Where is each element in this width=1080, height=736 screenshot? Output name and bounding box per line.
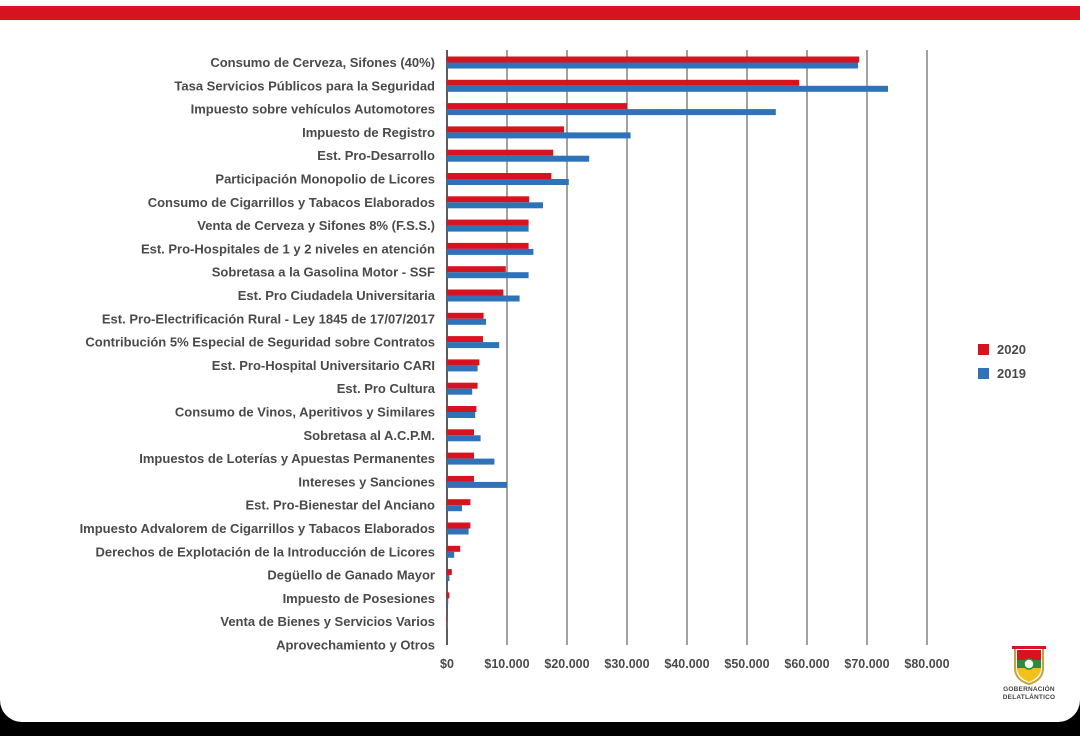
bar-2020 [447, 126, 564, 132]
x-tick-label-7: $70.000 [844, 657, 890, 671]
category-label: Est. Pro-Bienestar del Anciano [245, 497, 435, 513]
category-label: Est. Pro-Hospitales de 1 y 2 niveles en atención [140, 241, 435, 257]
bar-2020 [447, 57, 859, 63]
legend-item-2019 [978, 362, 1026, 384]
bar-2019 [447, 296, 520, 302]
bar-2020 [447, 569, 452, 575]
bar-2019 [447, 389, 472, 395]
gobernacion-logo [996, 644, 1062, 702]
bar-2019 [447, 552, 454, 558]
bar-2020 [447, 546, 460, 552]
category-label: Aprovechamiento y Otros [276, 637, 435, 653]
category-label: Venta de Bienes y Servicios Varios [220, 614, 435, 630]
x-tick-label-0: $0 [440, 657, 454, 671]
bar-2020 [447, 196, 529, 202]
bar-2020 [447, 336, 483, 342]
x-tick-label-5: $50.000 [724, 657, 770, 671]
bar-2019 [447, 342, 499, 348]
bar-2019 [447, 598, 448, 604]
bar-2020 [447, 523, 470, 529]
bar-2020 [447, 429, 474, 435]
category-label: Degüello de Ganado Mayor [267, 567, 435, 583]
bar-2020 [447, 592, 449, 598]
x-tick-label-6: $60.000 [784, 657, 830, 671]
bar-2019 [447, 156, 589, 162]
legend [978, 338, 1026, 386]
category-label: Impuestos de Loterías y Apuestas Permanentes [139, 451, 435, 467]
logo-text-line2: DELATLÁNTICO [1002, 694, 1056, 701]
category-label: Participación Monopolio de Licores [215, 171, 435, 187]
bar-2020 [447, 266, 506, 272]
category-label: Consumo de Cigarrillos y Tabacos Elaborados [147, 194, 435, 210]
bar-2019 [447, 109, 776, 115]
x-tick-label-1: $10.000 [484, 657, 530, 671]
coat-of-arms-icon [1009, 644, 1049, 686]
category-label: Sobretasa al A.C.P.M. [303, 427, 435, 443]
bar-2020 [447, 313, 484, 319]
bar-2019 [447, 365, 478, 371]
category-label: Derechos de Explotación de la Introducción de Licores [95, 544, 435, 560]
category-label: Est. Pro-Desarrollo [317, 148, 435, 164]
bar-2020 [447, 173, 551, 179]
bar-2020 [447, 80, 799, 86]
bar-2020 [447, 150, 553, 156]
bar-2020 [447, 103, 627, 109]
bar-2020 [447, 290, 503, 296]
bar-2019 [447, 319, 486, 325]
bar-2019 [447, 202, 543, 208]
bar-2020 [447, 220, 529, 226]
logo-text-line1: GOBERNACIÓN [1003, 686, 1055, 693]
bar-2020 [447, 243, 529, 249]
legend-item-2020 [978, 338, 1026, 360]
bar-2019 [447, 249, 533, 255]
bar-2019 [447, 575, 449, 581]
category-label: Est. Pro Cultura [336, 381, 435, 397]
category-label: Sobretasa a la Gasolina Motor - SSF [211, 264, 435, 280]
bar-2019 [447, 482, 507, 488]
category-label: Est. Pro-Hospital Universitario CARI [211, 357, 435, 373]
bar-2019 [447, 459, 494, 465]
legend-swatch-2019 [978, 368, 989, 379]
bar-2020 [447, 359, 479, 365]
bar-2019 [447, 132, 631, 138]
category-label: Venta de Cerveza y Sifones 8% (F.S.S.) [197, 218, 435, 234]
category-label: Intereses y Sanciones [298, 474, 435, 490]
category-label: Est. Pro Ciudadela Universitaria [237, 288, 435, 303]
category-label: Impuesto de Posesiones [282, 590, 435, 606]
bar-2019 [447, 226, 529, 232]
category-label: Consumo de Vinos, Aperitivos y Similares [174, 404, 435, 420]
bar-2020 [447, 499, 470, 505]
legend-label-2020: 2020 [997, 341, 1026, 357]
x-tick-label-2: $20.000 [544, 657, 590, 671]
category-label: Tasa Servicios Públicos para la Seguridad [174, 78, 435, 94]
category-label: Impuesto Advalorem de Cigarrillos y Tabacos Elaborados [79, 521, 435, 536]
bar-2019 [447, 529, 469, 535]
category-label: Impuesto de Registro [302, 124, 435, 140]
bar-2019 [447, 63, 858, 69]
bar-2019 [447, 412, 475, 418]
bar-2020 [447, 383, 478, 389]
category-label: Impuesto sobre vehículos Automotores [190, 101, 435, 117]
bar-2019 [447, 505, 462, 511]
legend-label-2019: 2019 [997, 365, 1026, 381]
bar-2020 [447, 616, 448, 622]
category-label: Est. Pro-Electrificación Rural - Ley 1845 de 17/07/2017 [101, 311, 435, 327]
bar-2019 [447, 86, 888, 92]
x-tick-label-3: $30.000 [604, 657, 650, 671]
category-label: Consumo de Cerveza, Sifones (40%) [210, 55, 435, 70]
legend-swatch-2020 [978, 344, 989, 355]
bar-2020 [447, 453, 474, 459]
bar-2020 [447, 476, 474, 482]
bar-2019 [447, 272, 529, 278]
category-label: Contribución 5% Especial de Seguridad sobre Contratos [85, 334, 435, 350]
bar-2019 [447, 179, 569, 185]
x-tick-label-4: $40.000 [664, 657, 710, 671]
x-tick-label-8: $80.000 [904, 657, 950, 671]
bar-2020 [447, 406, 476, 412]
bar-2019 [447, 622, 448, 628]
bar-2019 [447, 435, 481, 441]
